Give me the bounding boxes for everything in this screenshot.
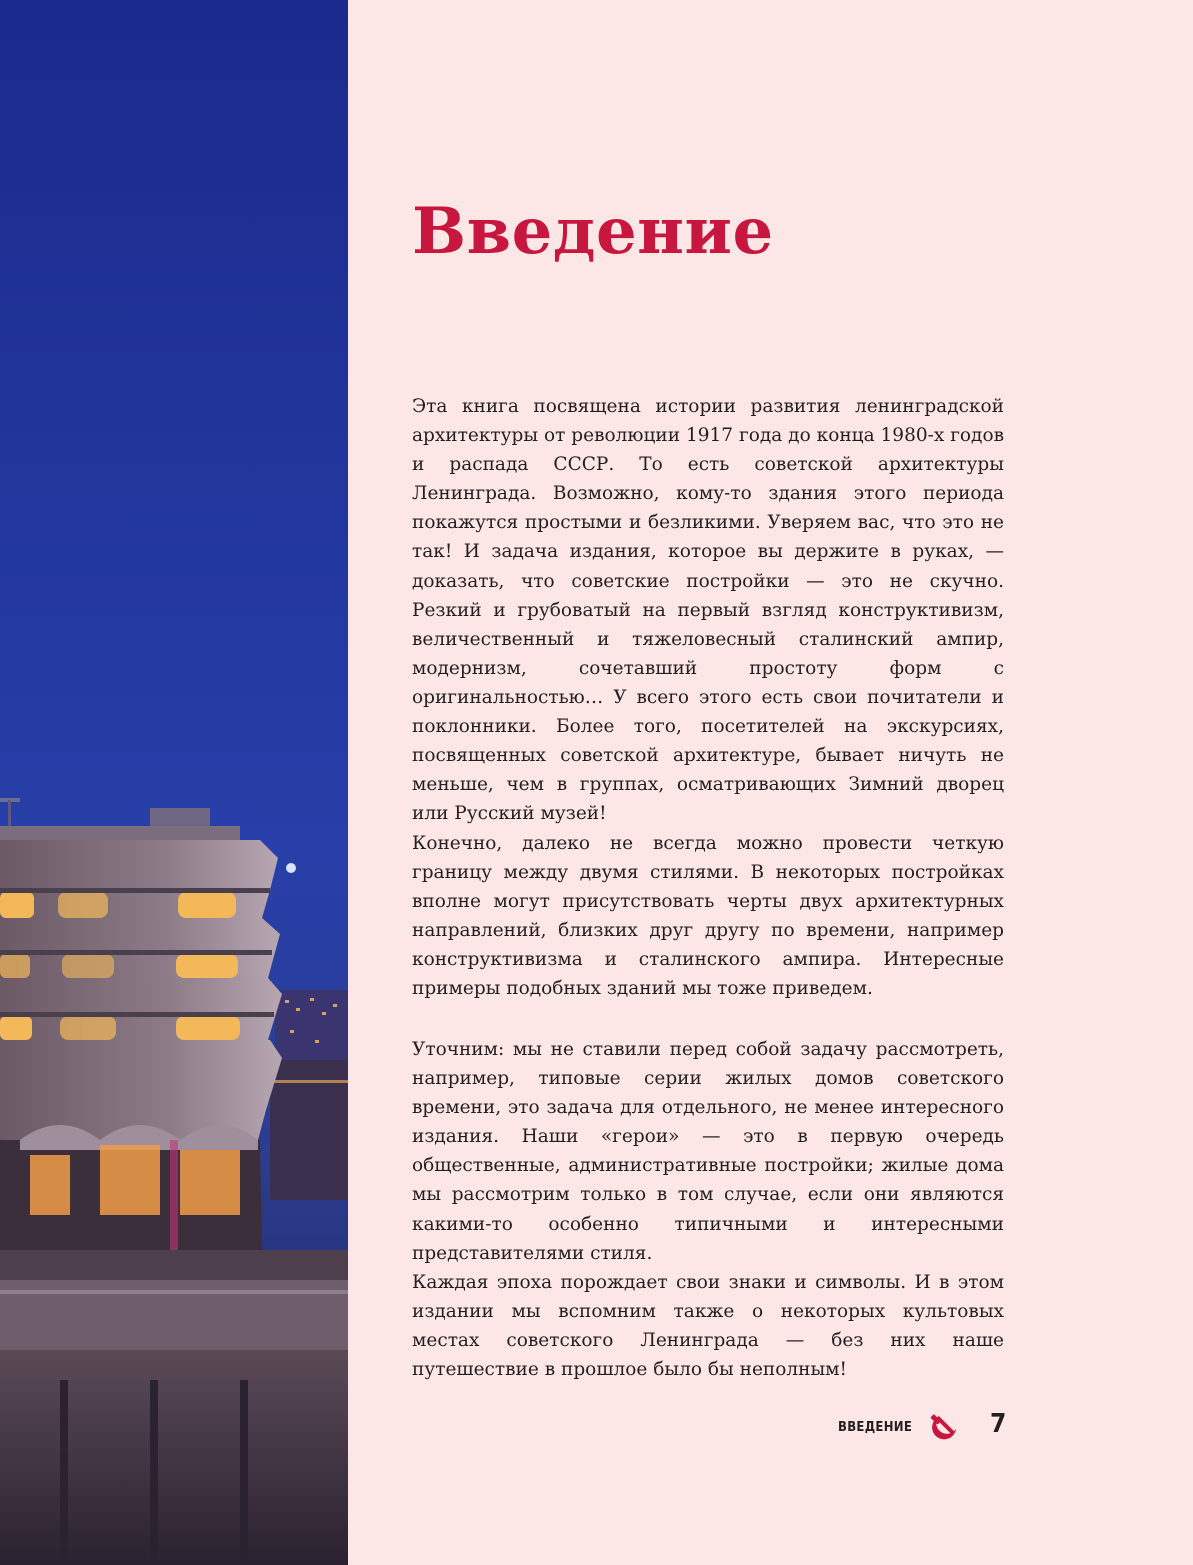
running-footer-section: ВВЕДЕНИЕ (838, 1420, 913, 1435)
paragraph-intro: Эта книга посвящена истории развития ленинградской архитектуры от революции 1917 года до конца 1980-х годов и распада СССР. То есть советской архитектуры Ленинграда. Возможно, кому-то здания этого периода покажутся простыми и безликими. Уверяем вас, что это не так! И задача издания, которое вы держите в руках, — доказать, что советские постройки — это не скучно. Резкий и грубоватый на первый взгляд конструктивизм, величественный и тяжеловесный сталинский ампир, модернизм, сочетавший простоту форм с оригинальностью… У всего этого есть свои почитатели и поклонники. Более того, посетителей на экскурсиях, посвященных советской архитектуре, бывает ничуть не меньше, чем в группах, осматривающих Зимний дворец или Русский музей! (412, 396, 1004, 825)
paragraph-scope: Уточним: мы не ставили перед собой задачу рассмотреть, например, типовые серии жилых домов советского времени, это задача для отдельного, не менее интересного издания. Наши «герои» — это в первую очередь общественные, административные постройки; жилые дома мы рассмотрим только в том случае, если они являются какими-то особенно типичными и интересными представителями стиля. (412, 1039, 1004, 1264)
page-number: 7 (990, 1409, 1007, 1439)
paragraph-styles: Конечно, далеко не всегда можно провести четкую границу между двумя стилями. В некоторых постройках вполне могут присутствовать черты двух архитектурных направлений, близких друг другу по времени, например конструктивизма и сталинского ампира. Интересные примеры подобных зданий мы тоже приведем. (412, 833, 1004, 1000)
building-night-photo (0, 0, 348, 1565)
hammer-and-sickle-icon (928, 1413, 960, 1445)
photo-illustration (0, 0, 348, 1565)
paragraph-symbols: Каждая эпоха порождает свои знаки и символы. И в этом издании мы вспомним также о некоторых культовых местах советского Ленинграда — без них наше путешествие в прошлое было бы неполным! (412, 1272, 1004, 1381)
page-title: Введение (412, 194, 774, 269)
